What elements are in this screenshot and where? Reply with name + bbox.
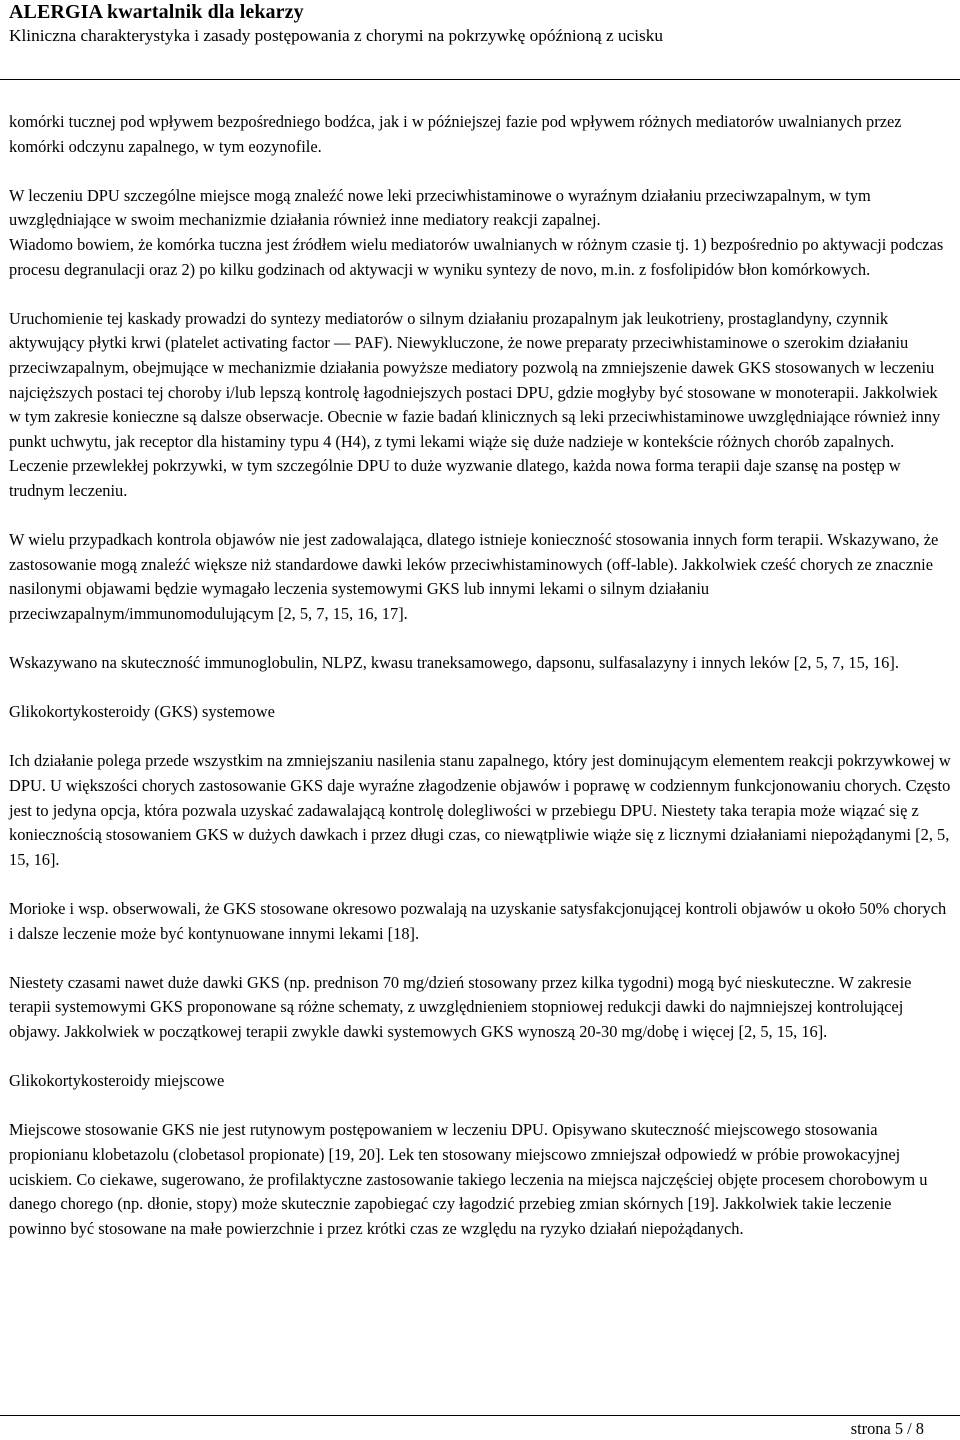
paragraph-7: Morioke i wsp. obserwowali, że GKS stosowane okresowo pozwalają na uzyskanie satysfakcjonującej kontroli objawów u około 50% chorych i dalsze leczenie może być kontynuowane innymi lekami [18]. xyxy=(9,899,947,943)
paragraph-2b: Wiadomo bowiem, że komórka tuczna jest źródłem wielu mediatorów uwalnianych w różnym czasie tj. 1) bezpośrednio po aktywacji podczas procesu degranulacji oraz 2) po kilku godzinach od aktywacji w wyniku syntezy de novo, m.in. z fosfolipidów błon komórkowych. xyxy=(9,234,944,279)
article-body xyxy=(9,110,951,1266)
footer-divider xyxy=(0,1415,960,1416)
paragraph-3: Uruchomienie tej kaskady prowadzi do syntezy mediatorów o silnym działaniu prozapalnym jak leukotrieny, prostaglandyny, czynnik aktywujący płytki krwi (platelet activating factor — PAF). Niewykluczone, że nowe preparaty przeciwhistaminowe o szerokim działaniu przeciwzapalnym, obejmujące w mechanizmie działania powyższe mediatory pozwolą na zmniejszenie dawek GKS stosowanych w leczeniu najcięższych postaci tej choroby i/lub lepszą kontrolę łagodniejszych postaci DPU, gdzie mogłyby być stosowane w monoterapii. Jakkolwiek w tym zakresie konieczne są dalsze obserwacje. Obecnie w fazie badań klinicznych są leki przeciwhistaminowe uwzględniające również inny punkt uchwytu, jak receptor dla histaminy typu 4 (H4), z tymi lekami wiąże się duże nadzieje w kontekście różnych chorób zapalnych. Leczenie przewlekłej pokrzywki, w tym szczególnie DPU to duże wyzwanie dlatego, każda nowa forma terapii daje szansę na postęp w trudnym leczeniu. xyxy=(9,308,941,500)
header-divider xyxy=(0,79,960,80)
section-heading-topical: Glikokortykosteroidy miejscowe xyxy=(9,1071,225,1091)
paragraph-8: Niestety czasami nawet duże dawki GKS (np. prednison 70 mg/dzień stosowany przez kilka tygodni) mogą być nieskuteczne. W zakresie terapii systemowymi GKS proponowane są różne schematy, z uwzględnieniem stopniowej redukcji dawki do najmniejszej kontrolującej objawy. Jakkolwiek w początkowej terapii zwykle dawki systemowych GKS wynoszą 20-30 mg/dobę i więcej [2, 5, 15, 16]. xyxy=(9,972,912,1041)
paragraph-6: Ich działanie polega przede wszystkim na zmniejszaniu nasilenia stanu zapalnego, który jest dominującym elementem reakcji pokrzywkowej w DPU. U większości chorych zastosowanie GKS daje wyraźne złagodzenie objawów i poprawę w codziennym funkcjonowaniu chorych. Często jest to jedyna opcja, która pozwala uzyskać zadawalającą kontrolę dolegliwości w przebiegu DPU. Niestety taka terapia może wiązać się z koniecznością stosowaniem GKS w dużych dawkach i przez długi czas, co niewątpliwie wiąże się z licznymi działaniami niepożądanymi [2, 5, 15, 16]. xyxy=(9,751,951,869)
section-heading-systemic: Glikokortykosteroidy (GKS) systemowe xyxy=(9,702,275,722)
page-header xyxy=(9,0,951,47)
paragraph-4: W wielu przypadkach kontrola objawów nie jest zadowalająca, dlatego istnieje konieczność stosowania innych form terapii. Wskazywano, że zastosowanie mogą znaleźć większe niż standardowe dawki leków przeciwhistaminowych (off-lable). Jakkolwiek cześć chorych ze znacznie nasilonymi objawami będzie wymagało leczenia systemowymi GKS lub innymi lekami o silnym działaniu przeciwzapalnym/immunomodulującym [2, 5, 7, 15, 16, 17]. xyxy=(9,530,939,623)
paragraph-2a: W leczeniu DPU szczególne miejsce mogą znaleźć nowe leki przeciwhistaminowe o wyraźnym działaniu przeciwzapalnym, w tym uwzględniające w swoim mechanizmie działania również inne mediatory reakcji zapalnej. xyxy=(9,185,871,230)
paragraph-1: komórki tucznej pod wpływem bezpośredniego bodźca, jak i w późniejszej fazie pod wpływem różnych mediatorów uwalnianych przez komórki odczynu zapalnego, w tym eozynofile. xyxy=(9,112,902,156)
paragraph-5: Wskazywano na skuteczność immunoglobulin, NLPZ, kwasu traneksamowego, dapsonu, sulfasalazyny i innych leków [2, 5, 7, 15, 16]. xyxy=(9,653,899,673)
journal-title: ALERGIA kwartalnik dla lekarzy xyxy=(9,1,304,23)
paragraph-9: Miejscowe stosowanie GKS nie jest rutynowym postępowaniem w leczeniu DPU. Opisywano skuteczność miejscowego stosowania propionianu klobetazolu (clobetasol propionate) [19, 20]. Lek ten stosowany miejscowo zmniejszał odpowiedź w próbie prowokacyjnej uciskiem. Co ciekawe, sugerowano, że profilaktyczne zastosowanie takiego leczenia na miejsca najczęściej objęte procesem chorobowym u danego chorego (np. dłonie, stopy) może skutecznie zapobiegać czy łagodzić przebieg zmian skórnych [19]. Jakkolwiek takie leczenie powinno być stosowane na małe powierzchnie i przez krótki czas ze względu na ryzyko działań niepożądanych. xyxy=(9,1120,928,1238)
article-title: Kliniczna charakterystyka i zasady postępowania z chorymi na pokrzywkę opóźnioną z ucisku xyxy=(9,26,664,45)
page-number: strona 5 / 8 xyxy=(850,1419,924,1438)
